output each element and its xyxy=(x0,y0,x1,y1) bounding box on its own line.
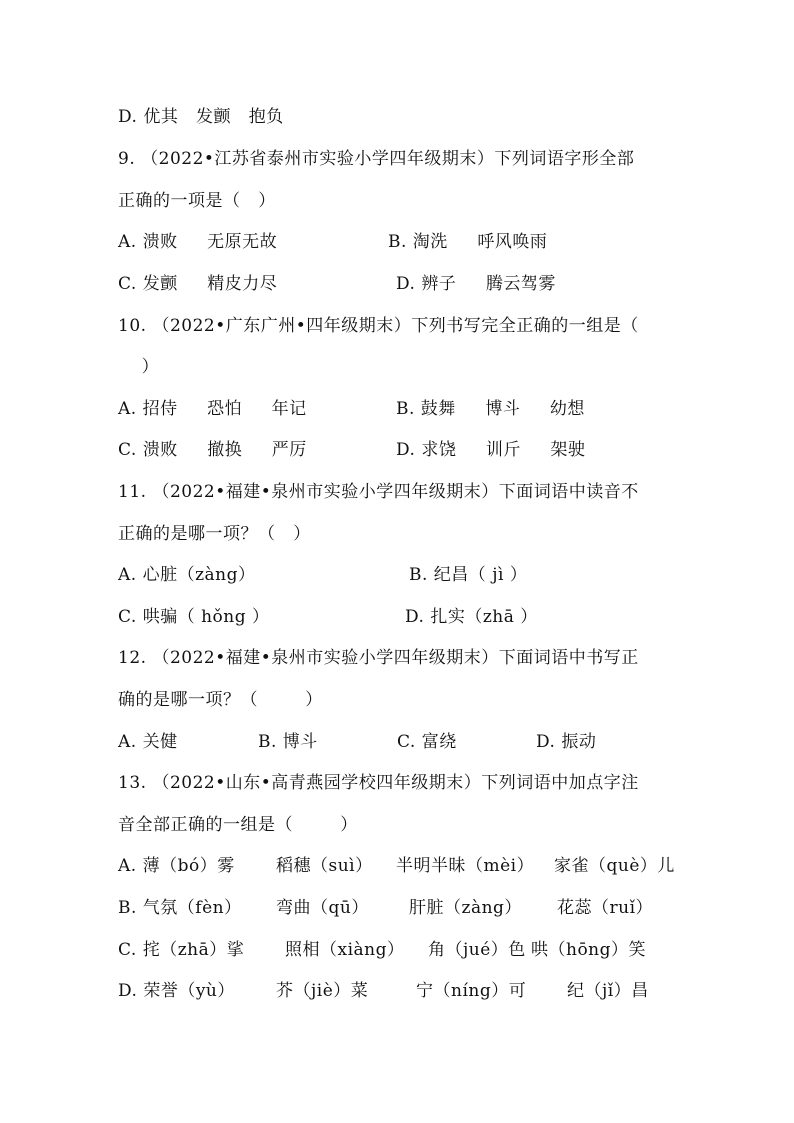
question-9-option-a: A. 溃败 无原无故 xyxy=(118,232,278,252)
question-11-option-c: C. 哄骗（ hǒng ） xyxy=(118,607,270,627)
question-11-option-b: B. 纪昌（ jì ） xyxy=(409,565,528,585)
question-11-stem-line-2: 正确的是哪一项？（ ） xyxy=(118,524,311,544)
question-13-option-c-word: 哄（hōng）笑 xyxy=(531,940,647,960)
question-11-option-d: D. 扎实（zhā ） xyxy=(405,607,538,627)
question-13-option-c-word: 角（jué）色 xyxy=(428,940,526,960)
question-9-stem-line-2: 正确的一项是（ ） xyxy=(118,191,276,211)
question-13-option-a-word: 家雀（què）儿 xyxy=(554,856,675,876)
question-12-stem-line-2: 确的是哪一项？（ ） xyxy=(118,690,323,710)
question-13-option-b-word: 肝脏（zàng） xyxy=(409,898,522,918)
question-12-option-d: D. 振动 xyxy=(536,732,597,752)
question-13-stem-line-1: 13. （2022•山东•高青燕园学校四年级期末）下列词语中加点字注 xyxy=(118,773,639,793)
question-13-option-d-word: 纪（jǐ）昌 xyxy=(567,981,649,1001)
question-13-option-a-word: 半明半昧（mèi） xyxy=(396,856,535,876)
question-10-option-d: D. 求饶 训斤 架驶 xyxy=(396,440,586,460)
question-13-option-d-word: 宁（níng）可 xyxy=(416,981,527,1001)
question-11-stem-line-1: 11. （2022•福建•泉州市实验小学四年级期末）下面词语中读音不 xyxy=(118,482,639,502)
question-13-option-b-word: B. 气氛（fèn） xyxy=(118,898,242,918)
question-9-option-d: D. 辨子 腾云驾雾 xyxy=(396,274,556,294)
question-10-stem-line-1: 10. （2022•广东广州•四年级期末）下列书写完全正确的一组是（ xyxy=(118,316,639,336)
question-11-option-a: A. 心脏（zàng） xyxy=(118,565,256,585)
question-13-option-d-word: D. 荣誉（yù） xyxy=(118,981,235,1001)
question-12-option-a: A. 关健 xyxy=(118,732,178,752)
question-9-option-b: B. 淘洗 呼风唤雨 xyxy=(388,232,548,252)
question-8-option-d: D. 优其 发颤 抱负 xyxy=(118,107,284,127)
question-13-option-b-word: 弯曲（qū） xyxy=(276,898,369,918)
question-13-option-a-word: 稻穗（suì） xyxy=(276,856,373,876)
question-9-option-c: C. 发颤 精皮力尽 xyxy=(118,274,278,294)
question-13-stem-line-2: 音全部正确的一组是（ ） xyxy=(118,815,358,835)
question-13-option-a-word: A. 薄（bó）雾 xyxy=(118,856,235,876)
question-13-option-d-word: 芥（jiè）菜 xyxy=(276,981,369,1001)
question-13-option-c-word: 照相（xiàng） xyxy=(285,940,405,960)
question-9-stem-line-1: 9. （2022•江苏省泰州市实验小学四年级期末）下列词语字形全部 xyxy=(118,149,635,169)
question-13-option-b-word: 花蕊（ruǐ） xyxy=(557,898,654,918)
question-12-option-b: B. 博斗 xyxy=(258,732,318,752)
question-10-option-b: B. 鼓舞 博斗 幼想 xyxy=(396,399,585,419)
question-13-option-c-word: C. 挓（zhā）挲 xyxy=(118,940,245,960)
question-12-option-c: C. 富绕 xyxy=(397,732,457,752)
question-12-stem-line-1: 12. （2022•福建•泉州市实验小学四年级期末）下面词语中书写正 xyxy=(118,648,639,668)
question-10-option-c: C. 溃败 撤换 严厉 xyxy=(118,440,307,460)
question-10-option-a: A. 招侍 恐怕 年记 xyxy=(118,399,307,419)
question-10-stem-line-2: ） xyxy=(118,357,160,377)
